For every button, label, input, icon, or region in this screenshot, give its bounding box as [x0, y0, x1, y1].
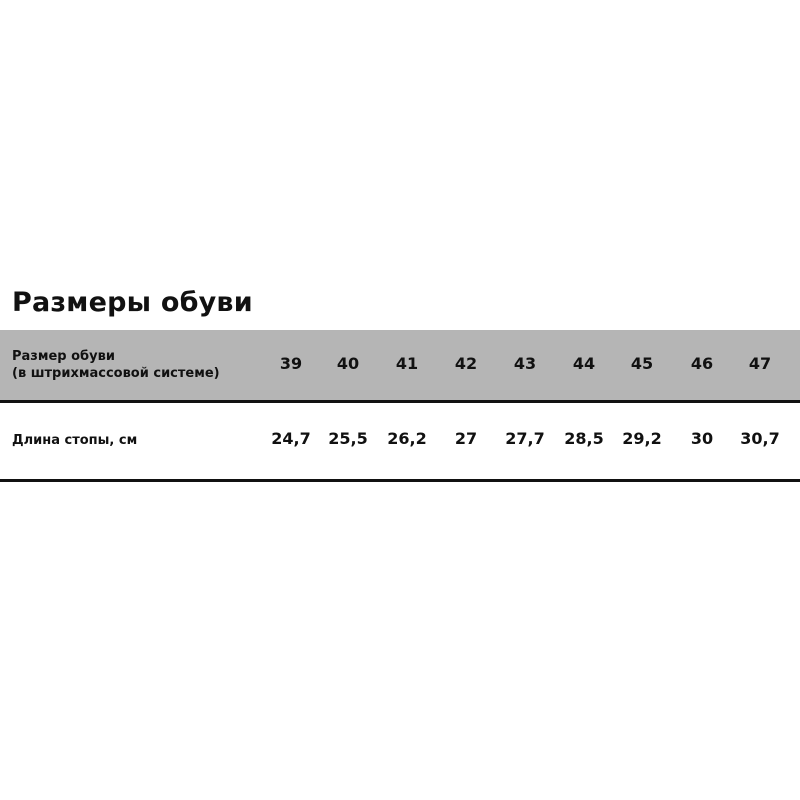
shoe-size-label-line2: (в штрихмассовой системе): [12, 366, 220, 381]
foot-length-cells: [0, 403, 800, 479]
shoe-size-cell: 40: [336, 354, 360, 373]
foot-length-cell: 24,7: [271, 429, 311, 448]
foot-length-cell: 30: [690, 429, 714, 448]
page-title: Размеры обуви: [12, 287, 253, 318]
table-row-foot-length: [0, 403, 800, 482]
shoe-size-cell: 45: [630, 354, 654, 373]
table-header-row: [0, 330, 800, 403]
shoe-size-cell: 43: [513, 354, 537, 373]
shoe-size-cell: 46: [690, 354, 714, 373]
shoe-size-cells: [0, 330, 800, 400]
shoe-size-cell: 44: [572, 354, 596, 373]
size-table: [0, 330, 800, 482]
shoe-size-cell: 42: [454, 354, 478, 373]
foot-length-label: Длина стопы, см: [12, 433, 138, 448]
shoe-size-cell: 47: [748, 354, 772, 373]
shoe-size-cell: 39: [279, 354, 303, 373]
foot-length-cell: 26,2: [387, 429, 427, 448]
shoe-size-cell: 41: [395, 354, 419, 373]
foot-length-cell: 27,7: [505, 429, 545, 448]
foot-length-cell: 25,5: [328, 429, 368, 448]
shoe-size-label-line1: Размер обуви: [12, 349, 115, 364]
foot-length-cell: 27: [454, 429, 478, 448]
foot-length-cell: 29,2: [622, 429, 662, 448]
foot-length-cell: 28,5: [564, 429, 604, 448]
foot-length-cell: 30,7: [740, 429, 780, 448]
